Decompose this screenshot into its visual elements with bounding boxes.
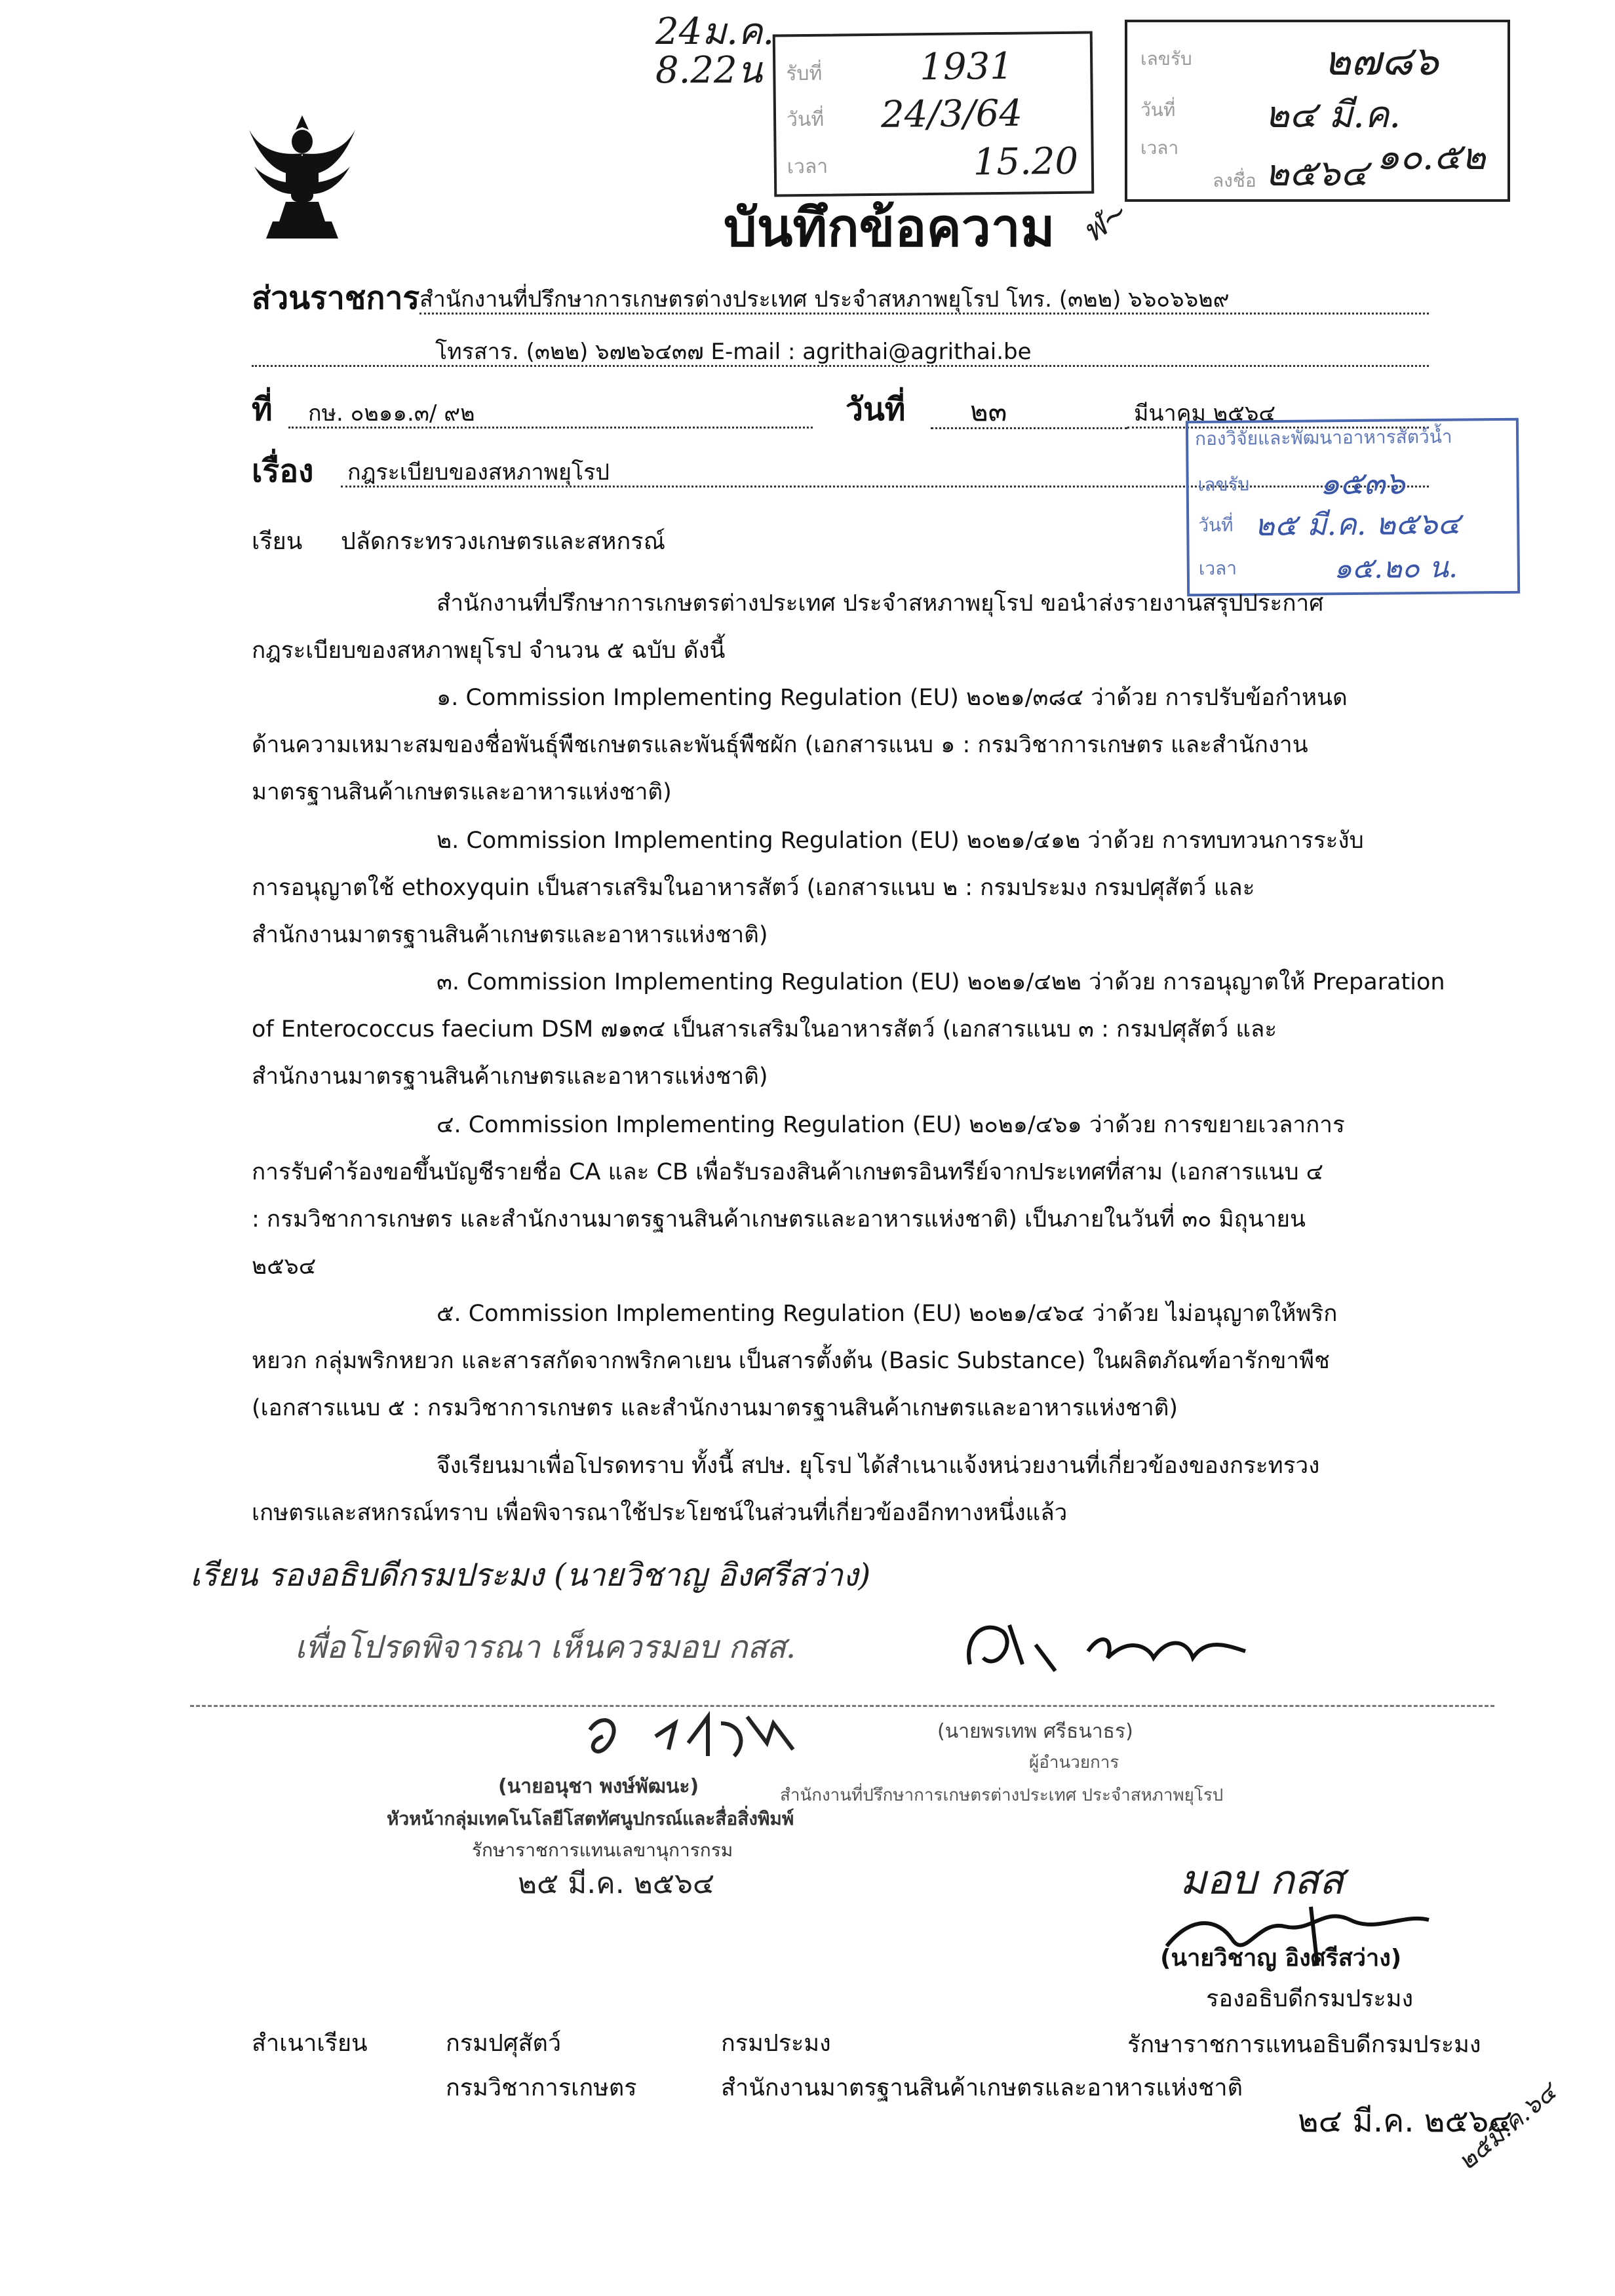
item5-line3: (เอกสารแนบ ๕ : กรมวิชาการเกษตร และสำนักงานมาตรฐานสินค้าเกษตรและอาหารแห่งชาติ) (252, 1395, 1178, 1421)
registry-label-sign: ลงชื่อ (1213, 170, 1256, 191)
handwritten-line2: เพื่อโปรดพิจารณา เห็นควรมอบ กสส. (295, 1629, 796, 1666)
dept-line1: สำนักงานที่ปรึกษาการเกษตรต่างประเทศ ประจำสหภาพยุโรป โทร. (๓๒๒) ๖๖๐๖๖๒๙ (419, 287, 1429, 315)
receipt-no: 1931 (919, 45, 1014, 89)
item3-line2: of Enterococcus faecium DSM ๗๑๓๔ เป็นสารเสริมในอาหารสัตว์ (เอกสารแนบ ๓ : กรมปศุสัตว์ และ (252, 1016, 1277, 1043)
handwritten-line1: เรียน รองอธิบดีกรมประมง (นายวิชาญ อิงศรีสว่าง) (190, 1557, 871, 1594)
registry-label-no: เลขรับ (1140, 48, 1192, 69)
receipt-label-no: รับที่ (786, 62, 823, 86)
top-left-note-line2: 8.22น (655, 48, 762, 92)
sender-title: ผู้อำนวยการ (1029, 1753, 1119, 1772)
item1-line3: มาตรฐานสินค้าเกษตรและอาหารแห่งชาติ) (252, 779, 672, 805)
top-left-note-line1: 24ม.ค. (655, 10, 775, 53)
division-stamp-time: ๑๕.๒๐ น. (1333, 550, 1458, 586)
dept-label: ส่วนราชการ (252, 280, 420, 316)
copy-to-c2: กรมวิชาการเกษตร (446, 2075, 637, 2101)
copy-to-label: สำเนาเรียน (252, 2030, 368, 2057)
date-label: วันที่ (846, 391, 906, 428)
memo-title: บันทึกข้อความ (724, 197, 1055, 258)
division-stamp-label-no: เลขรับ (1197, 473, 1250, 496)
item2-line2: การอนุญาตใช้ ethoxyquin เป็นสารเสริมในอาหารสัตว์ (เอกสารแนบ ๒ : กรมประมง กรมปศุสัตว์ และ (252, 875, 1255, 901)
item1-line2: ด้านความเหมาะสมของชื่อพันธุ์พืชเกษตรและพันธุ์พืชผัก (เอกสารแนบ ๑ : กรมวิชาการเกษตร และสำนักงาน (252, 732, 1308, 758)
item4-line3: : กรมวิชาการเกษตร และสำนักงานมาตรฐานสินค้าเกษตรและอาหารแห่งชาติ) เป็นภายในวันที่ ๓๐ มิถุนายน (252, 1206, 1306, 1233)
division-stamp-date: ๒๕ มี.ค. ๒๕๖๔ (1254, 505, 1461, 543)
registry-label-date: วันที่ (1140, 99, 1176, 121)
separator-line (190, 1705, 1494, 1707)
subject-value: กฎระเบียบของสหภาพยุโรป (341, 460, 1429, 488)
sender-signature (957, 1599, 1258, 1693)
receipt-time: 15.20 (973, 140, 1079, 184)
copy-to-c3: กรมประมง (721, 2030, 831, 2057)
item3-line3: สำนักงานมาตรฐานสินค้าเกษตรและอาหารแห่งชาติ) (252, 1063, 768, 1090)
item4-line4: ๒๕๖๔ (252, 1253, 317, 1280)
sender-name: (นายพรเทพ ศรีธนาธร) (937, 1720, 1133, 1743)
division-stamp-label-date: วันที่ (1198, 514, 1234, 537)
item4-line2: การรับคำร้องขอขึ้นบัญชีรายชื่อ CA และ CB เพื่อรับรองสินค้าเกษตรอินทรีย์จากประเทศที่สาม (เอกสารแนบ ๔ (252, 1159, 1324, 1185)
to-label: เรียน (252, 528, 303, 555)
closing-line2: เกษตรและสหกรณ์ทราบ เพื่อพิจารณาใช้ประโยชน์ในส่วนที่เกี่ยวข้องอีกทางหนึ่งแล้ว (252, 1500, 1068, 1526)
registry-stamp (1125, 20, 1510, 202)
director-date: ๒๔ มี.ค. ๒๕๖๔ (1298, 2103, 1513, 2139)
middle-title2: รักษาราชการแทนเลขานุการกรม (472, 1839, 733, 1861)
receipt-stamp (773, 31, 1095, 197)
closing-line1: จึงเรียนมาเพื่อโปรดทราบ ทั้งนี้ สปษ. ยุโรป ได้สำเนาแจ้งหน่วยงานที่เกี่ยวข้องของกระทรวง (437, 1453, 1320, 1479)
item2-line3: สำนักงานมาตรฐานสินค้าเกษตรและอาหารแห่งชาติ) (252, 922, 768, 948)
item5-line2: หยวก กลุ่มพริกหยวก และสารสกัดจากพริกคาเยน เป็นสารตั้งต้น (Basic Substance) ในผลิตภัณฑ์อารักขาพืช (252, 1348, 1330, 1374)
receipt-label-date: วันที่ (786, 107, 825, 132)
item2-line1: ๒. Commission Implementing Regulation (EU) ๒๐๒๑/๔๑๒ ว่าด้วย การทบทวนการระงับ (437, 828, 1364, 854)
date-day: ๒๓ (931, 396, 1127, 429)
registry-label-time: เวลา (1140, 137, 1179, 159)
registry-no: ๒๗๘๖ (1324, 37, 1439, 85)
item1-line1: ๑. Commission Implementing Regulation (EU) ๒๐๒๑/๓๘๔ ว่าด้วย การปรับข้อกำหนด (437, 685, 1348, 711)
date-month-year: มีนาคม ๒๕๖๔ (1127, 401, 1429, 429)
garuda-emblem (246, 110, 358, 241)
dept-line2: โทรสาร. (๓๒๒) ๖๗๒๖๔๓๗ E-mail : agrithai@agrithai.be (252, 339, 1429, 367)
bottom-note: ๒๕มี.ค.๖๔ (1452, 2077, 1562, 2176)
receipt-label-time: เวลา (787, 155, 828, 179)
ref-value: กษ. ๐๒๑๑.๓/ ๙๒ (288, 401, 813, 429)
middle-signature (577, 1704, 826, 1785)
ref-label: ที่ (252, 391, 273, 428)
item5-line1: ๕. Commission Implementing Regulation (EU) ๒๐๒๑/๔๖๔ ว่าด้วย ไม่อนุญาตให้พริก (437, 1301, 1338, 1327)
top-left-note (655, 10, 775, 92)
intro-line2: กฎระเบียบของสหภาพยุโรป จำนวน ๕ ฉบับ ดังนี้ (252, 638, 726, 664)
director-name: (นายวิชาญ อิงศรีสว่าง) (1160, 1945, 1402, 1972)
to-value: ปลัดกระทรวงเกษตรและสหกรณ์ (341, 528, 665, 555)
middle-date-stamp: ๒๕ มี.ค. ๒๕๖๔ (518, 1867, 715, 1900)
item3-line1: ๓. Commission Implementing Regulation (EU) ๒๐๒๑/๔๒๒ ว่าด้วย การอนุญาตให้ Preparation (437, 969, 1445, 995)
copy-to-c1: กรมปศุสัตว์ (446, 2030, 562, 2057)
subject-label: เรื่อง (252, 453, 314, 489)
division-stamp-label-time: เวลา (1198, 557, 1237, 580)
copy-to-c4: สำนักงานมาตรฐานสินค้าเกษตรและอาหารแห่งชาติ (721, 2075, 1243, 2101)
title-side-signature: ฬ~ (1075, 193, 1136, 250)
division-stamp-no: ๑๕๓๖ (1319, 465, 1406, 503)
receipt-date: 24/3/64 (880, 92, 1023, 136)
registry-time: ๑๐.๕๒ (1376, 136, 1486, 178)
assign-note: มอบ กสส (1180, 1856, 1344, 1904)
division-stamp (1186, 418, 1520, 596)
item4-line1: ๔. Commission Implementing Regulation (EU) ๒๐๒๑/๔๖๑ ว่าด้วย การขยายเวลาการ (437, 1112, 1345, 1138)
middle-title1: หัวหน้ากลุ่มเทคโนโลยีโสตทัศนูปกรณ์และสื่อสิ่งพิมพ์ (387, 1808, 794, 1829)
director-title2: รักษาราชการแทนอธิบดีกรมประมง (1127, 2031, 1481, 2058)
registry-date: ๒๔ มี.ค. ๒๕๖๔ (1265, 94, 1401, 195)
division-stamp-title: กองวิจัยและพัฒนาอาหารสัตว์น้ำ (1194, 425, 1452, 450)
director-title1: รองอธิบดีกรมประมง (1206, 1985, 1414, 2012)
middle-name: (นายอนุชา พงษ์พัฒนะ) (498, 1775, 699, 1798)
intro-line1: สำนักงานที่ปรึกษาการเกษตรต่างประเทศ ประจำสหภาพยุโรป ขอนำส่งรายงานสรุปประกาศ (437, 590, 1324, 617)
sender-office: สำนักงานที่ปรึกษาการเกษตรต่างประเทศ ประจำสหภาพยุโรป (780, 1786, 1224, 1805)
